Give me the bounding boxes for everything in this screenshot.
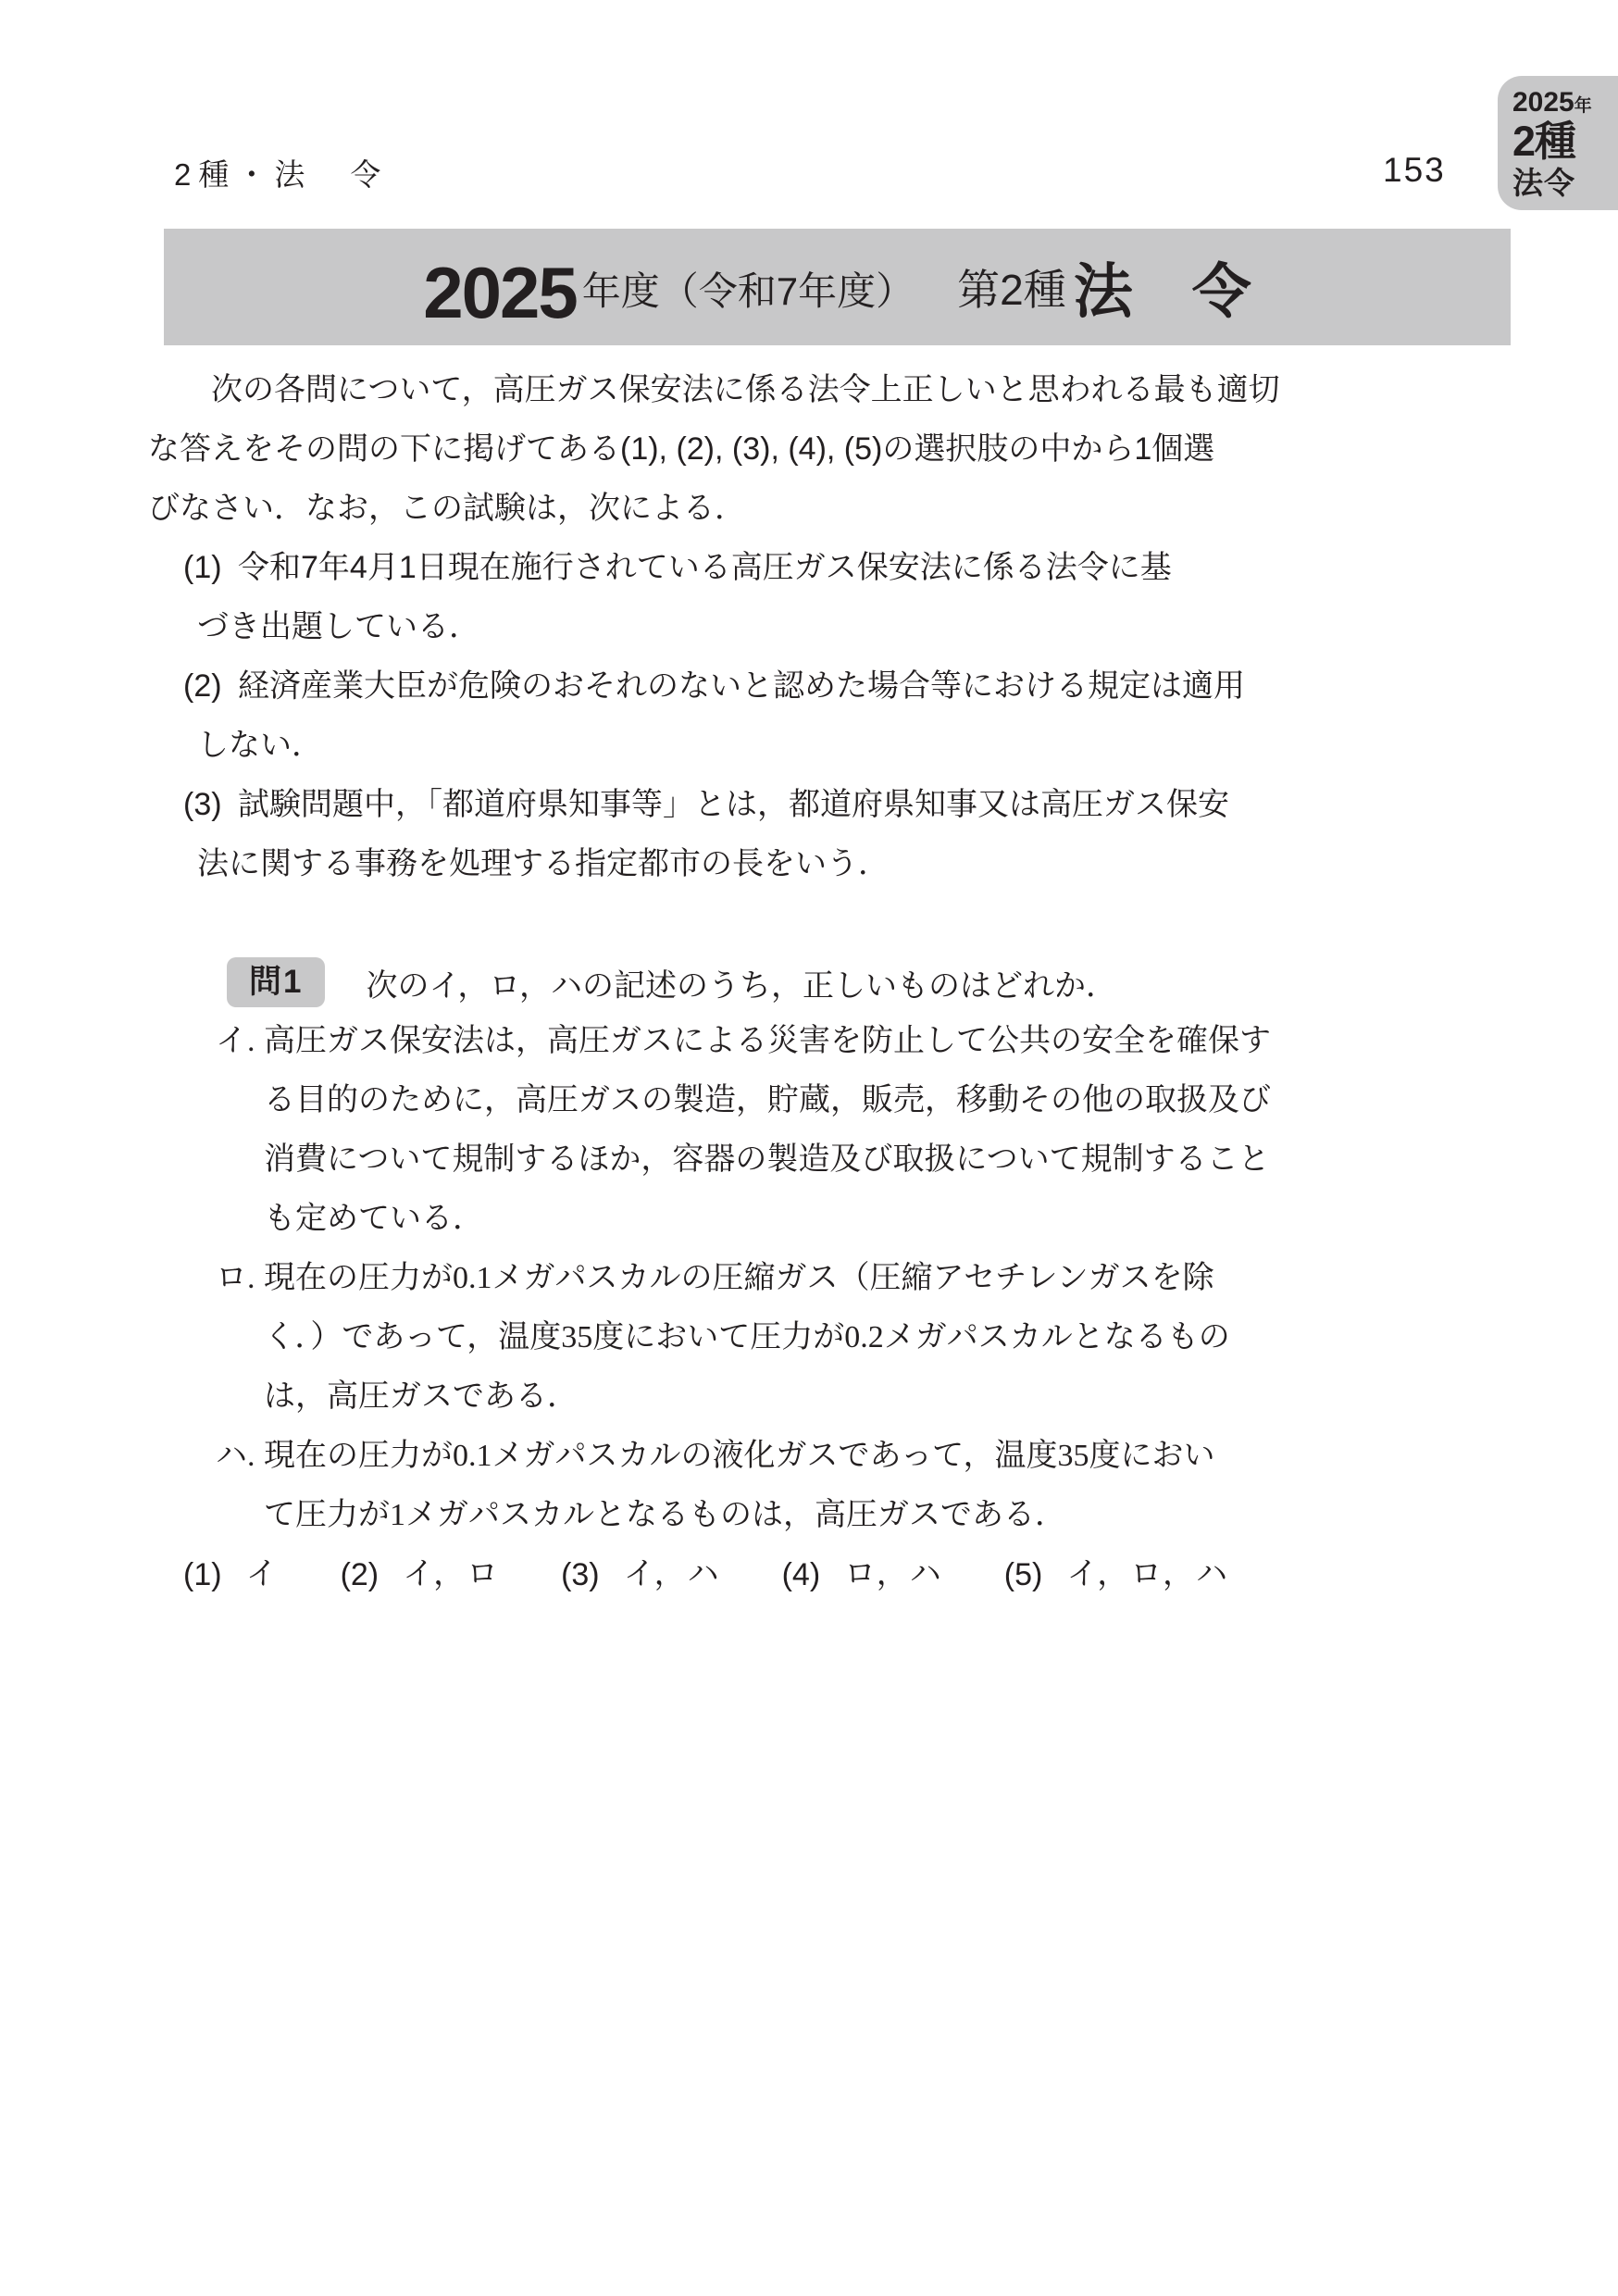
item-line: く．）であって，温度35度において圧力が0.2メガパスカルとなるもの [264, 1320, 1230, 1354]
item-marker: イ. [216, 1024, 255, 1058]
choice-number: (5) [1003, 1557, 1043, 1592]
answer-choice-3 [561, 1545, 721, 1604]
item-line: 消費について規制するほか，容器の製造及び取扱について規制すること [264, 1142, 1270, 1177]
choice-number: (2) [340, 1557, 380, 1592]
banner-year: 2025 [423, 251, 577, 333]
note-number: (2) [183, 668, 222, 704]
choice-text: イ，ハ [623, 1557, 721, 1591]
exam-note-1 [148, 538, 1481, 656]
question-label-badge: 問1 [227, 957, 325, 1007]
tab-grade: 2種 [1512, 118, 1576, 165]
note-number: (1) [183, 550, 222, 585]
tab-year-suffix: 年 [1574, 96, 1592, 116]
item-line: る目的のために，高圧ガスの製造，貯蔵，販売，移動その他の取扱及び [264, 1083, 1271, 1117]
question-item-ro [148, 1249, 1481, 1427]
item-line [148, 1249, 1481, 1308]
item-line [148, 1012, 1481, 1071]
choice-text: イ [245, 1557, 280, 1591]
answer-choice-1 [183, 1545, 280, 1604]
banner-subject: 法 令 [1073, 258, 1251, 325]
item-line: て圧力が1メガパスカルとなるものは，高圧ガスである． [264, 1498, 1066, 1532]
note-line: づき出題している． [197, 609, 480, 644]
question-item-i [148, 1012, 1481, 1249]
tab-year-value: 2025 [1512, 87, 1574, 118]
intro-line: な答えをその問の下に掲げてある(1), (2), (3), (4), (5)の選択肢の中から1個選 [148, 431, 1215, 467]
answer-choices-row [148, 1545, 1481, 1604]
intro-paragraph [148, 360, 1481, 538]
answer-choice-2 [341, 1545, 501, 1604]
note-text: 経済産業大臣が危険のおそれのないと認めた場合等における規定は適用 [238, 668, 1245, 704]
page-number: 153 [1383, 151, 1446, 189]
item-line [148, 1427, 1481, 1486]
item-marker: ロ. [216, 1261, 255, 1295]
question-item-ha [148, 1427, 1481, 1545]
choice-text: イ，ロ [403, 1557, 501, 1591]
title-banner [164, 229, 1511, 345]
item-line: も定めている． [264, 1202, 484, 1236]
answer-choice-5 [1004, 1545, 1229, 1604]
note-number: (3) [183, 787, 222, 822]
question-1-heading [148, 953, 1481, 1012]
choice-number: (3) [561, 1557, 600, 1592]
note-line: 法に関する事務を処理する指定都市の長をいう． [197, 846, 890, 881]
note-line: しない． [197, 728, 323, 763]
note-text: 試験問題中，「都道府県知事等」とは，都道府県知事又は高圧ガス保安 [238, 787, 1229, 822]
item-line: は，高圧ガスである． [264, 1379, 579, 1414]
item-text: 現在の圧力が0.1メガパスカルの圧縮ガス（圧縮アセチレンガスを除 [264, 1261, 1214, 1295]
intro-line: 次の各問について，高圧ガス保安法に係る法令上正しいと思われる最も適切 [211, 372, 1280, 407]
exam-note-2 [148, 656, 1481, 775]
exam-note-3 [148, 775, 1481, 893]
choice-number: (4) [781, 1557, 821, 1592]
tab-year [1512, 89, 1618, 117]
note-line [148, 775, 1481, 834]
item-text: 高圧ガス保安法は，高圧ガスによる災害を防止して公共の安全を確保す [264, 1024, 1271, 1058]
running-head-section: 2種・法 令 [174, 157, 389, 192]
choice-text: ロ，ハ [844, 1557, 943, 1591]
item-marker: ハ. [216, 1439, 255, 1473]
banner-grade-prefix: 第2種 [957, 266, 1066, 314]
choice-number: (1) [183, 1557, 222, 1592]
note-line [148, 538, 1481, 597]
answer-choice-4 [782, 1545, 943, 1604]
edge-index-tab [1498, 76, 1618, 210]
note-text: 令和7年4月1日現在施行されている高圧ガス保安法に係る法令に基 [238, 550, 1172, 585]
intro-line: びなさい．なお，この試験は，次による． [148, 491, 746, 526]
item-text: 現在の圧力が0.1メガパスカルの液化ガスであって，温度35度におい [264, 1439, 1215, 1473]
banner-year-label: 年度（令和7年度） [581, 269, 915, 313]
note-line [148, 656, 1481, 716]
question-stem: 次のイ，ロ，ハの記述のうち，正しいものはどれか． [366, 967, 1118, 1004]
page-body [148, 345, 1481, 1604]
choice-text: イ，ロ，ハ [1066, 1557, 1229, 1591]
tab-subject: 法令 [1512, 166, 1575, 200]
